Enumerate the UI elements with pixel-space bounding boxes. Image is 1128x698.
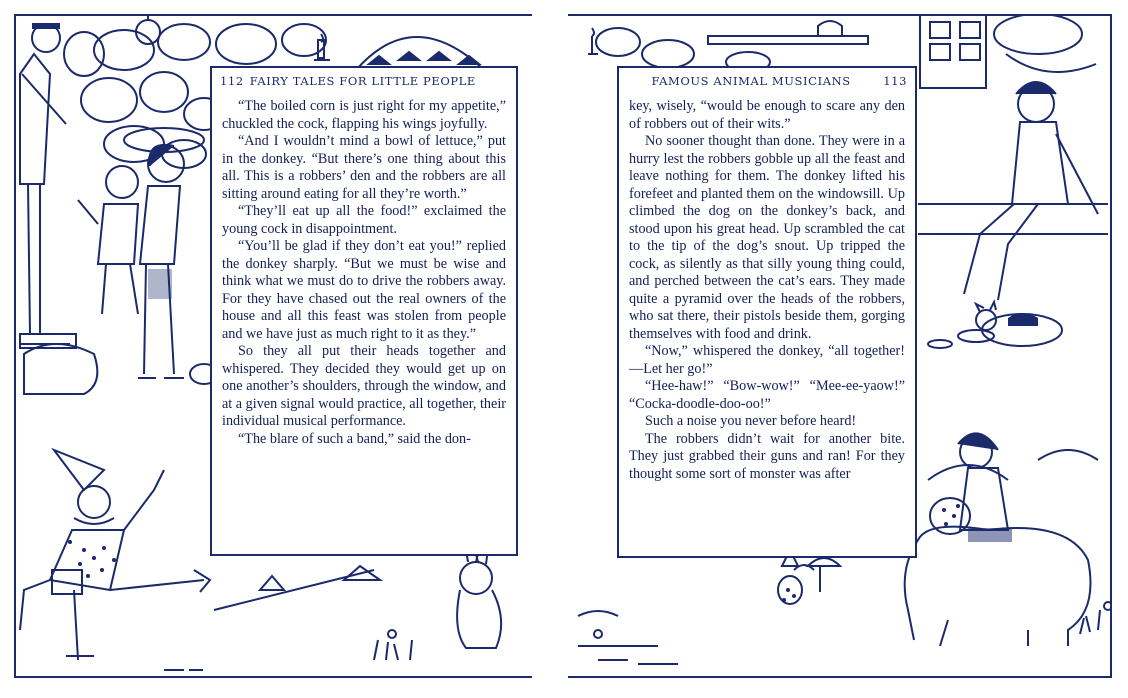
left-running-title: FAIRY TALES FOR LITTLE PEOPLE <box>249 74 476 88</box>
right-text-panel <box>617 66 917 558</box>
paragraph: “Now,” whispered the donkey, “all together!—Let her go!” <box>629 343 905 377</box>
right-body-text <box>629 98 905 483</box>
right-running-head <box>627 74 907 88</box>
paragraph: “And I wouldn’t mind a bowl of lettuce,” put in the donkey. “But there’s one thing about this all. This is a robbers’ den and the robbers are all sitting around eating for all they’re worth.” <box>222 133 506 202</box>
left-page <box>0 0 540 698</box>
paragraph: Such a noise you never before heard! <box>645 413 857 429</box>
paragraph: So they all put their heads together and whispered. They decided they would get up on one another’s shoulders, through the window, and at a given signal would practice, all together, their individual musical performance. <box>222 343 506 429</box>
right-folio: 113 <box>883 74 907 88</box>
paragraph: “The blare of such a band,” said the don- <box>238 430 471 447</box>
paragraph: “They’ll eat up all the food!” exclaimed the young cock in disappointment. <box>222 203 506 237</box>
paragraph: No sooner thought than done. They were in a hurry lest the robbers gobble up all the feast and leave nothing for them. The donkey lifted his forefeet and planted them on the windowsill. Up climbed the dog on the donkey’s back, and stood upon his great head. Up scrambled the cat to the tip of the dog’s snout. Up tripped the cock, as silently as that silly young thing could, and perched between the cat’s ears. They made quite a pyramid over the heads of the robbers, who sat there, their pistols beside them, gorging themselves with food and drink. <box>629 133 905 342</box>
right-running-title: FAMOUS ANIMAL MUSICIANS <box>651 74 851 88</box>
right-page <box>568 0 1128 698</box>
left-text-panel <box>210 66 518 556</box>
paragraph: The robbers didn’t wait for another bite. They just grabbed their guns and ran! For they thought some sort of monster was after <box>629 430 905 482</box>
left-folio: 112 <box>220 74 244 88</box>
paragraph: “Hee-haw!” “Bow-wow!” “Mee-ee-yaow!” “Cocka-doodle-doo-oo!” <box>629 378 905 412</box>
paragraph: “The boiled corn is just right for my appetite,” chuckled the cock, flapping his wings joyfully. <box>222 98 506 132</box>
paragraph: “You’ll be glad if they don’t eat you!” replied the donkey sharply. “But we must be wise and think what we must do to drive the robbers away. For they have chased out the real owners of the house and all this feast was stolen from people and we have just as much right to it as they.” <box>222 238 506 342</box>
left-running-head <box>220 74 508 88</box>
left-body-text <box>222 98 506 448</box>
paragraph: key, wisely, “would be enough to scare any den of robbers out of their wits.” <box>629 98 905 132</box>
